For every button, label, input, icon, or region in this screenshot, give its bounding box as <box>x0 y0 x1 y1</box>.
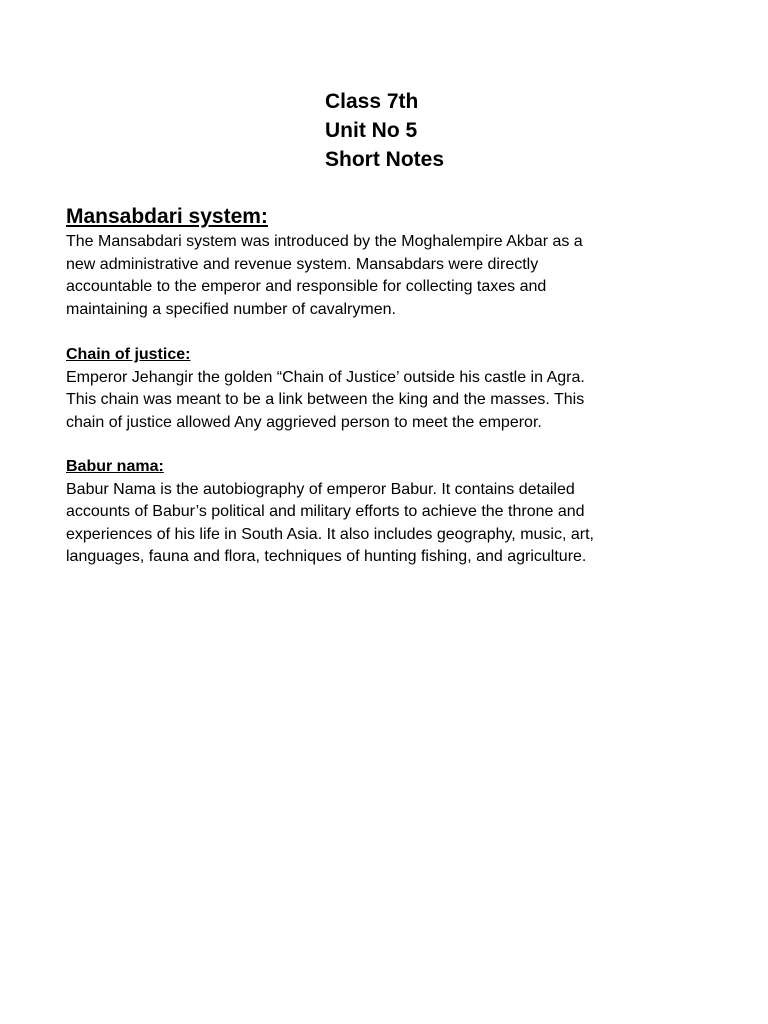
body-line: maintaining a specified number of cavalrymen. <box>66 300 396 318</box>
body-line: Emperor Jehangir the golden “Chain of Justice’ outside his castle in Agra. <box>66 368 585 386</box>
section-heading-babur-nama: Babur nama: <box>66 458 164 475</box>
body-line: languages, fauna and flora, techniques of hunting fishing, and agriculture. <box>66 548 587 565</box>
section-body-mansabdari <box>66 231 706 321</box>
body-line: accountable to the emperor and responsible for collecting taxes and <box>66 278 547 295</box>
class-title: Class 7th <box>325 90 419 113</box>
section-body-babur-nama <box>66 479 706 569</box>
body-line: accounts of Babur’s political and military efforts to achieve the throne and <box>66 503 585 520</box>
body-line: chain of justice allowed Any aggrieved person to meet the emperor. <box>66 413 542 431</box>
section-heading-mansabdari: Mansabdari system: <box>66 205 268 228</box>
body-line: The Mansabdari system was introduced by the Moghalempire Akbar as a <box>66 233 583 250</box>
body-line: experiences of his life in South Asia. It also includes geography, music, art, <box>66 525 594 543</box>
body-line: This chain was meant to be a link between the king and the masses. This <box>66 391 585 408</box>
section-heading-chain-of-justice: Chain of justice: <box>66 346 191 363</box>
section-chain-of-justice <box>66 344 706 434</box>
body-line: Babur Nama is the autobiography of emperor Babur. It contains detailed <box>66 480 575 498</box>
notes-title: Short Notes <box>325 148 445 171</box>
section-babur-nama <box>66 456 706 569</box>
body-line: new administrative and revenue system. Mansabdars were directly <box>66 255 539 273</box>
section-body-chain-of-justice <box>66 367 706 435</box>
section-mansabdari <box>66 203 706 321</box>
document-header <box>325 87 444 174</box>
unit-title: Unit No 5 <box>325 119 418 142</box>
